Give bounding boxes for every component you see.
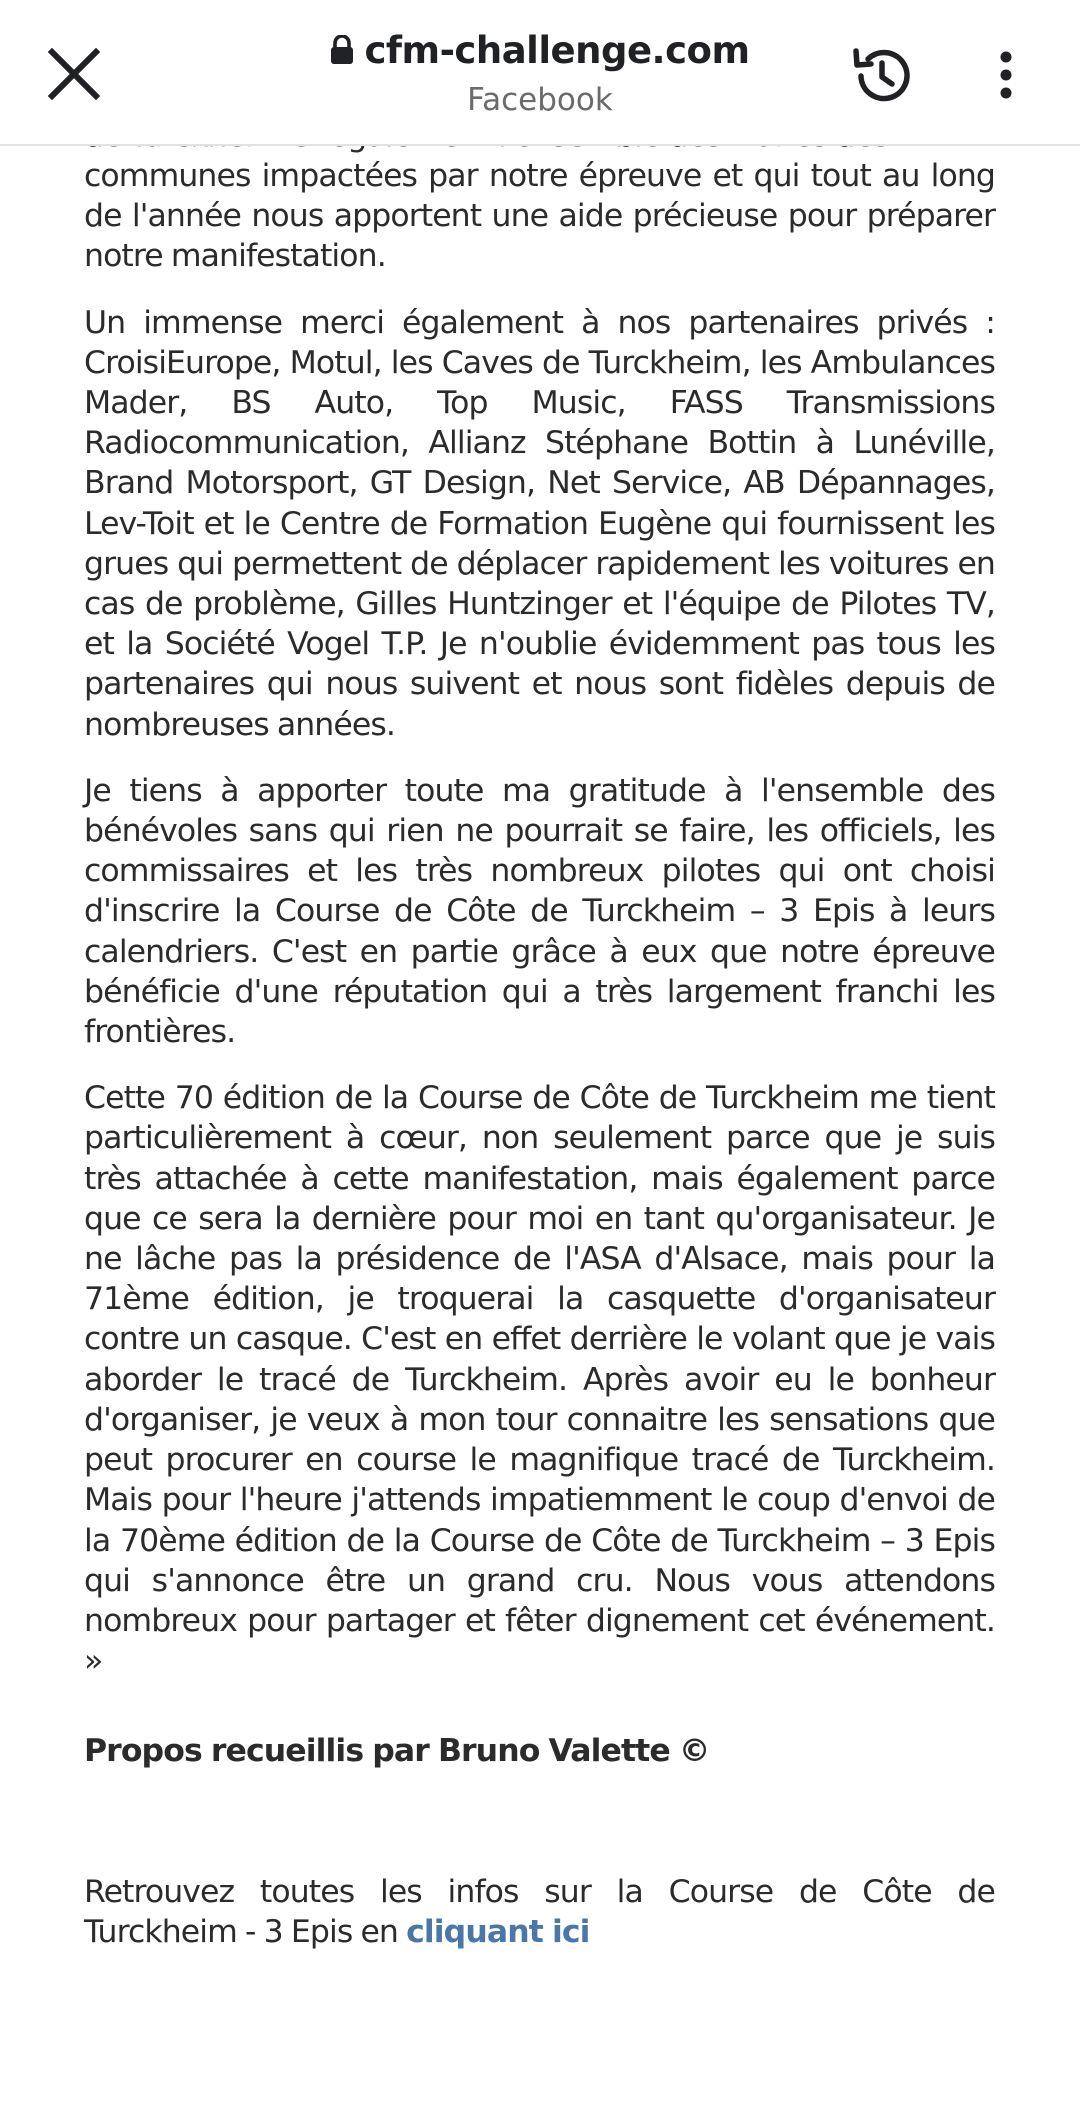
history-button[interactable] [842,36,922,116]
url-block[interactable] [240,20,840,118]
browser-toolbar [0,0,1080,146]
url-domain: cfm-challenge.com [364,28,750,72]
more-info-paragraph [84,1872,995,1952]
close-icon [48,48,100,100]
article-paragraph-3: Je tiens à apporter toute ma gratitude à l'ensemble des bénévoles sans qui rien ne pourrait se faire, les officiels, les commissaires et les très nombreux pilotes qui ont choisi d'inscrire la Course de Côte de Turckheim – 3 Epis à leurs calendriers. C'est en partie grâce à eux que notre épreuve bénéficie d'une réputation qui a très largement franchi les frontières. [84,772,995,1051]
article-paragraph-2: Un immense merci également à nos partenaires privés : CroisiEurope, Motul, les Caves de Turckheim, les Ambulances Mader, BS Auto, Top Music, FASS Transmissions Radiocommunication, Allianz Stéphane Bottin à Lunéville, Brand Motorsport, GT Design, Net Service, AB Dépannages, Lev-Toit et le Centre de Formation Eugène qui fournissent les grues qui permettent de déplacer rapidement les voitures en cas de problème, Gilles Huntzinger et l'équipe de Pilotes TV, et la Société Vogel T.P. Je n'oublie évidemment pas tous les partenaires qui nous suivent et nous sont fidèles depuis de nombreuses années. [84,304,995,743]
article-body [84,116,995,1978]
close-button[interactable] [36,36,112,112]
more-vert-icon [998,51,1014,99]
article-paragraph-1: communes impactées par notre épreuve et qui tout au long de l'année nous apportent une aide précieuse pour préparer notre manifestation. [84,158,995,275]
more-menu-button[interactable] [976,40,1036,110]
article-paragraph-4: Cette 70 édition de la Course de Côte de Turckheim me tient particulièrement à cœur, non seulement parce que je suis très attachée à cette manifestation, mais également parce que ce sera la dernière pour moi en tant qu'organisateur. Je ne lâche pas la présidence de l'ASA d'Alsace, mais pour la 71ème édition, je troquerai la casquette d'organisateur contre un casque. C'est en effet derrière le volant que je vais aborder le tracé de Turckheim. Après avoir eu le bonheur d'organiser, je veux à mon tour connaitre les sensations que peut procurer en course le magnifique tracé de Turckheim. Mais pour l'heure j'attends impatiemment le coup d'envoi de la 70ème édition de la Course de Côte de Turckheim – 3 Epis qui s'annonce être un grand cru. Nous vous attendons nombreux pour partager et fêter dignement cet événement. » [84,1080,995,1680]
history-icon [847,41,917,111]
more-info-text: Retrouvez toutes les infos sur la Course de Côte de Turckheim - 3 Epis en [84,1873,995,1950]
more-info-link[interactable]: cliquant ici [406,1913,590,1950]
article-credit: Propos recueillis par Bruno Valette © [84,1733,710,1770]
lock-icon [330,35,354,65]
url-subtitle: Facebook [467,82,613,118]
